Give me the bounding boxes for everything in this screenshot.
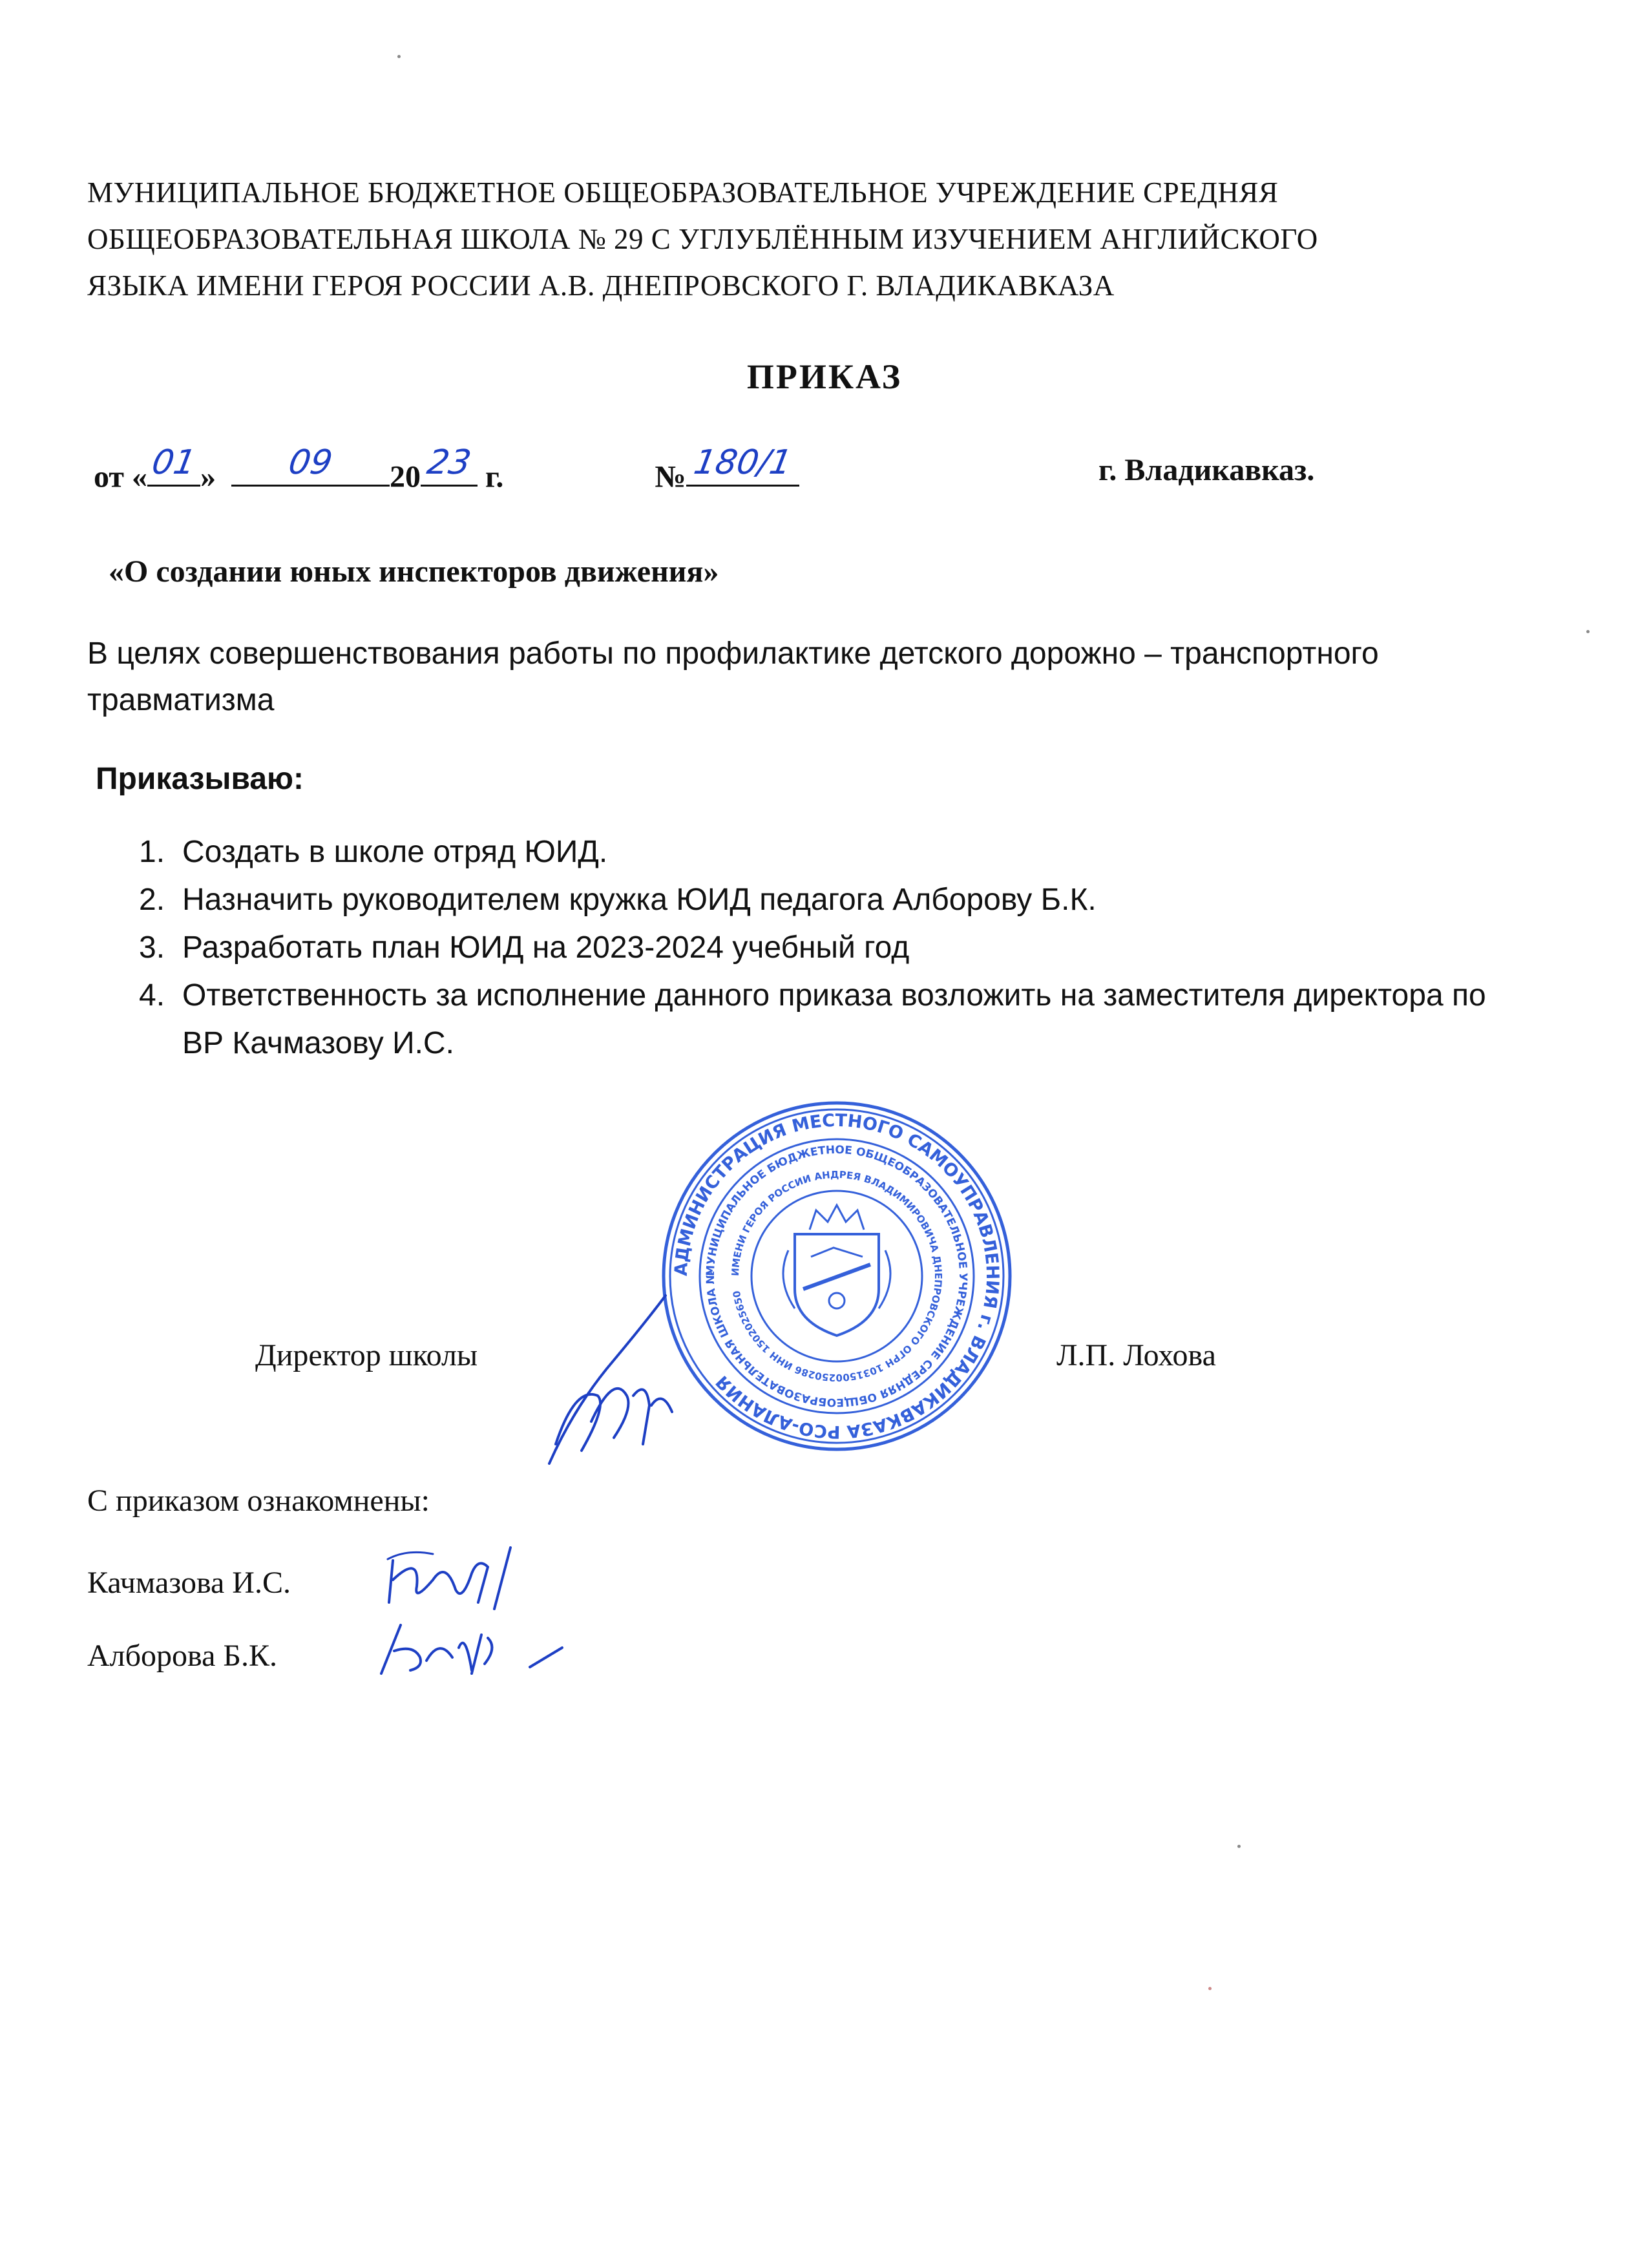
order-number-value: 180/1 (690, 443, 795, 483)
list-item (116, 876, 1506, 924)
document-title: ПРИКАЗ (746, 357, 903, 396)
acknowledgement-heading: С приказом ознакомнены: (87, 1484, 430, 1518)
acknowledgement-person: Алборова Б.К. (87, 1639, 277, 1673)
date-day-field (147, 443, 200, 487)
coat-of-arms-icon (783, 1205, 890, 1336)
list-item-number: 2. (139, 883, 165, 917)
director-signature (536, 1283, 743, 1476)
order-city: г. Владикавказ. (1098, 453, 1315, 487)
list-item-number: 4. (139, 978, 165, 1013)
order-number-field (686, 443, 799, 487)
header-line-1: МУНИЦИПАЛЬНОЕ БЮДЖЕТНОЕ ОБЩЕОБРАЗОВАТЕЛЬНОЕ УЧРЕЖДЕНИЕ СРЕДНЯЯ (87, 176, 1279, 209)
acknowledgement-signature-1 (381, 1541, 530, 1619)
list-item-text: Ответственность за исполнение данного приказа возложить на заместителя директора по ВР Качмазову И.С. (182, 978, 1486, 1060)
signature-role: Директор школы (255, 1338, 478, 1372)
date-month-value: 09 (286, 443, 335, 483)
date-from-label: от « (94, 459, 147, 494)
order-subject: «О создании юных инспекторов движения» (109, 554, 719, 589)
list-item-number: 1. (139, 835, 165, 869)
scan-speck (1208, 1987, 1212, 1990)
stamp-middle-text: МУНИЦИПАЛЬНОЕ БЮДЖЕТНОЕ ОБЩЕОБРАЗОВАТЕЛЬНОЕ УЧРЕЖДЕНИЕ СРЕДНЯЯ ОБЩЕОБРАЗОВАТЕЛЬНАЯ ШКОЛА №29 С УГЛУБЛЕННЫМ ИЗУЧЕНИЕМ АНГЛИЙСКОГО ЯЗЫКА (650, 1086, 970, 1409)
signature-name: Л.П. Лохова (1056, 1338, 1216, 1372)
order-number-label: № (655, 459, 686, 494)
acknowledgement-signature-2 (375, 1612, 569, 1683)
list-item (116, 924, 1506, 972)
list-item-number: 3. (139, 930, 165, 965)
date-quote-close: » (200, 459, 216, 494)
date-year-label: г. (485, 459, 504, 494)
order-items-list (116, 828, 1506, 1067)
list-item (116, 972, 1506, 1067)
header-line-3: ЯЗЫКА ИМЕНИ ГЕРОЯ РОССИИ А.В. ДНЕПРОВСКОГО Г. ВЛАДИКАВКАЗА (87, 269, 1115, 302)
order-purpose: В целях совершенствования работы по профилактике детского дорожно – транспортного травматизма (87, 636, 1379, 717)
list-item-text: Назначить руководителем кружка ЮИД педагога Алборову Б.К. (182, 883, 1097, 917)
date-day-value: 01 (149, 443, 199, 483)
date-year-field (421, 443, 478, 487)
stamp-inner-text: ИМЕНИ ГЕРОЯ РОССИИ АНДРЕЯ ВЛАДИМИРОВИЧА ДНЕПРОВСКОГО ОГРН 1031500250286 ИНН 1502025650 (729, 1168, 945, 1384)
organization-header (87, 169, 1509, 309)
date-month-field (231, 443, 390, 487)
scan-speck (1586, 630, 1590, 633)
scan-speck (1237, 1845, 1241, 1848)
scan-speck (397, 55, 401, 58)
date-year-prefix: 20 (389, 459, 421, 494)
header-line-2: ОБЩЕОБРАЗОВАТЕЛЬНАЯ ШКОЛА № 29 С УГЛУБЛЁННЫМ ИЗУЧЕНИЕМ АНГЛИЙСКОГО (87, 223, 1318, 255)
list-item (116, 828, 1506, 876)
acknowledgement-person: Качмазова И.С. (87, 1566, 291, 1600)
list-item-text: Создать в школе отряд ЮИД. (182, 835, 608, 869)
stamp-outer-text: АДМИНИСТРАЦИЯ МЕСТНОГО САМОУПРАВЛЕНИЯ г. ВЛАДИКАВКАЗА РСО-АЛАНИЯ (671, 1110, 1003, 1442)
date-year-value: 23 (424, 443, 474, 483)
order-heading: Приказываю: (96, 762, 304, 796)
list-item-text: Разработать план ЮИД на 2023-2024 учебный год (182, 930, 910, 965)
order-requisites (94, 443, 799, 494)
